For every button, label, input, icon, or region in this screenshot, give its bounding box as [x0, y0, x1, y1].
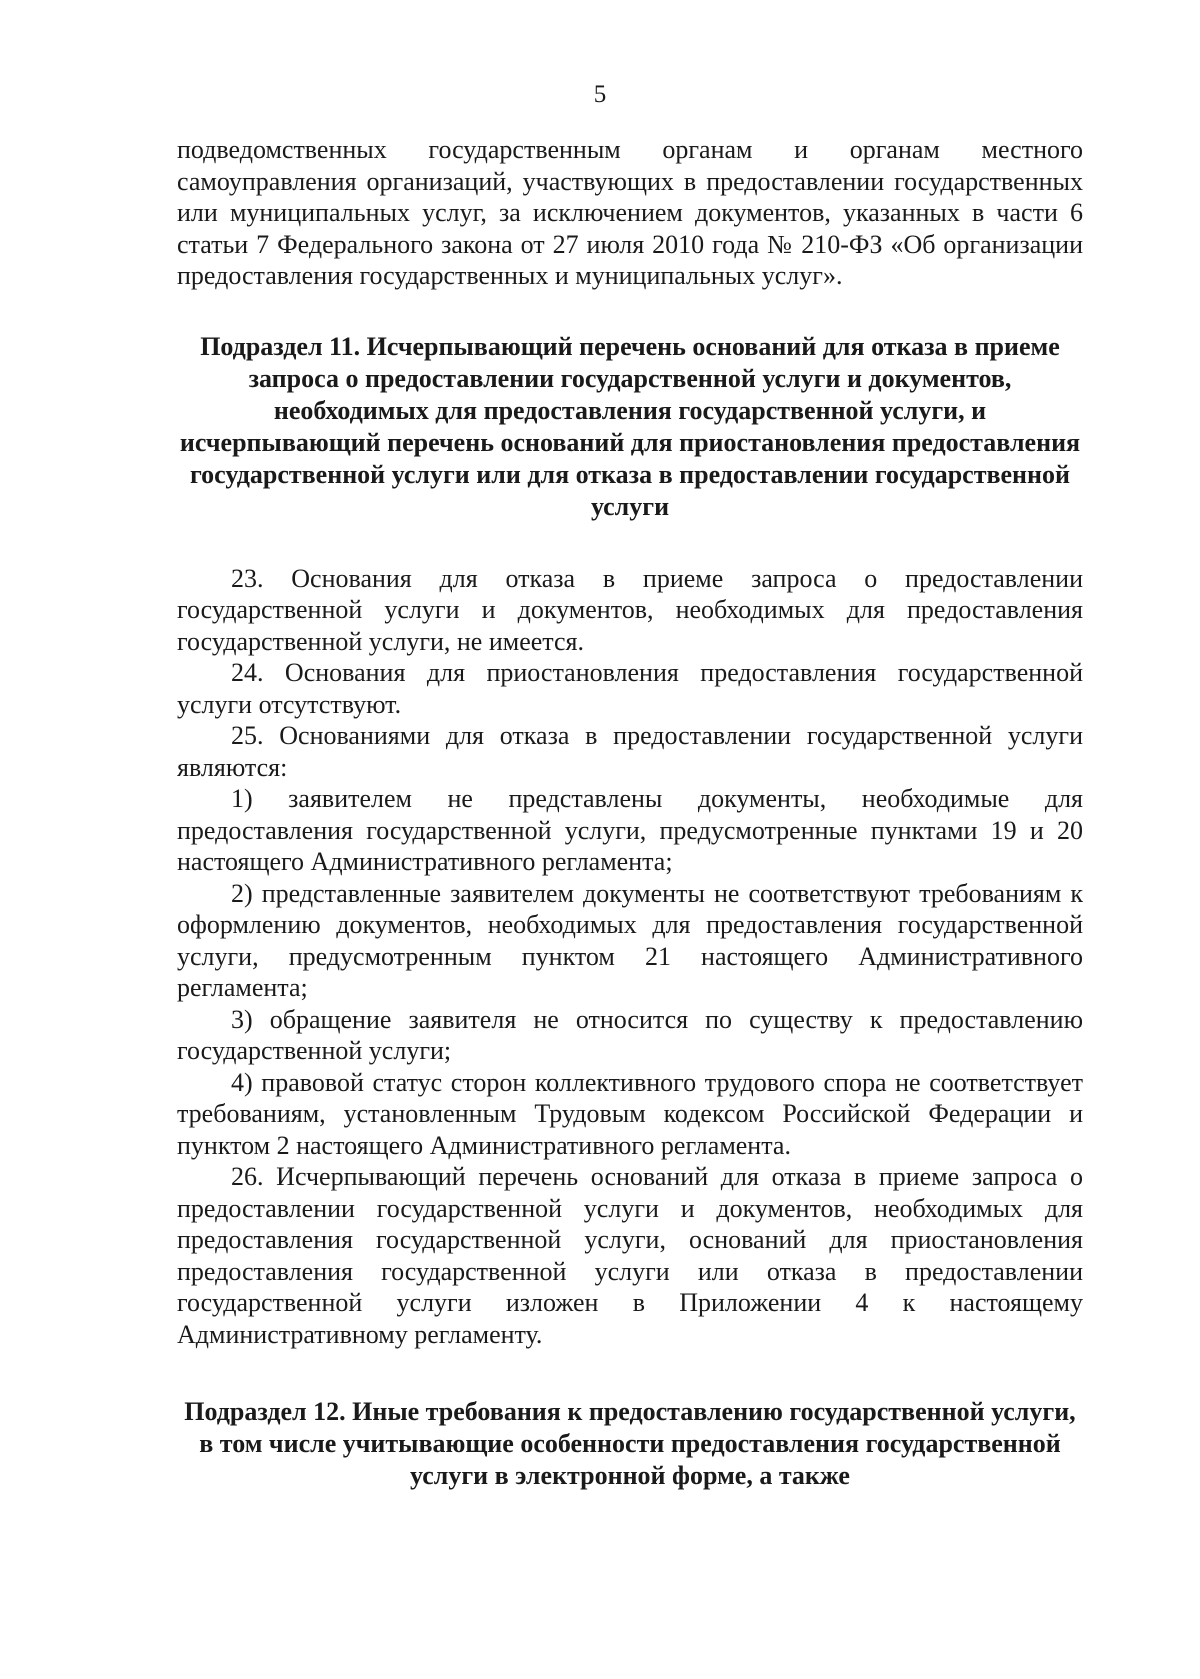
list-item-2: 2) представленные заявителем документы не соответствуют требованиям к оформлению документов, необходимых для предоставления государственной услуги, предусмотренным пунктом 21 настоящего Административного регламента; — [177, 878, 1083, 1002]
paragraph-24: 24. Основания для приостановления предоставления государственной услуги отсутствуют. — [177, 658, 1083, 719]
continuation-paragraph: подведомственных государственным органам и органам местного самоуправления организаций, участвующих в предоставлении государственных или муниципальных услуг, за исключением документов, указанных в части 6 статьи 7 Федерального закона от 27 июля 2010 года № 210-ФЗ «Об организации предоставления государственных и муниципальных услуг». — [177, 135, 1083, 290]
paragraph-23: 23. Основания для отказа в приеме запроса о предоставлении государственной услуги и документов, необходимых для предоставления государственной услуги, не имеется. — [177, 563, 1083, 656]
document-body — [177, 134, 1083, 1492]
list-item-1: 1) заявителем не представлены документы, необходимые для предоставления государственной услуги, предусмотренные пунктами 19 и 20 настоящего Административного регламента; — [177, 784, 1083, 876]
page-number: 5 — [593, 81, 607, 108]
subsection-11-heading: Подраздел 11. Исчерпывающий перечень оснований для отказа в приеме запроса о предоставлении государственной услуги и документов, необходимых для предоставления государственной услуги, и исчерпывающий перечень оснований для приостановления предоставления государственной услуги или для отказа в предоставлении государственной услуги — [179, 331, 1081, 521]
paragraph-25: 25. Основаниями для отказа в предоставлении государственной услуги являются: — [177, 721, 1083, 782]
paragraph-26: 26. Исчерпывающий перечень оснований для отказа в приеме запроса о предоставлении государственной услуги и документов, необходимых для предоставления государственной услуги, оснований для приостановления предоставления государственной услуги или отказа в предоставлении государственной услуги изложен в Приложении 4 к настоящему Административному регламенту. — [177, 1162, 1083, 1349]
subsection-12-heading: Подраздел 12. Иные требования к предоставлению государственной услуги, в том числе учитывающие особенности предоставления государственной услуги в электронной форме, а также — [184, 1397, 1076, 1490]
list-item-4: 4) правовой статус сторон коллективного трудового спора не соответствует требованиям, установленным Трудовым кодексом Российской Федерации и пунктом 2 настоящего Административного регламента. — [177, 1067, 1083, 1160]
list-item-3: 3) обращение заявителя не относится по существу к предоставлению государственной услуги; — [177, 1004, 1083, 1065]
